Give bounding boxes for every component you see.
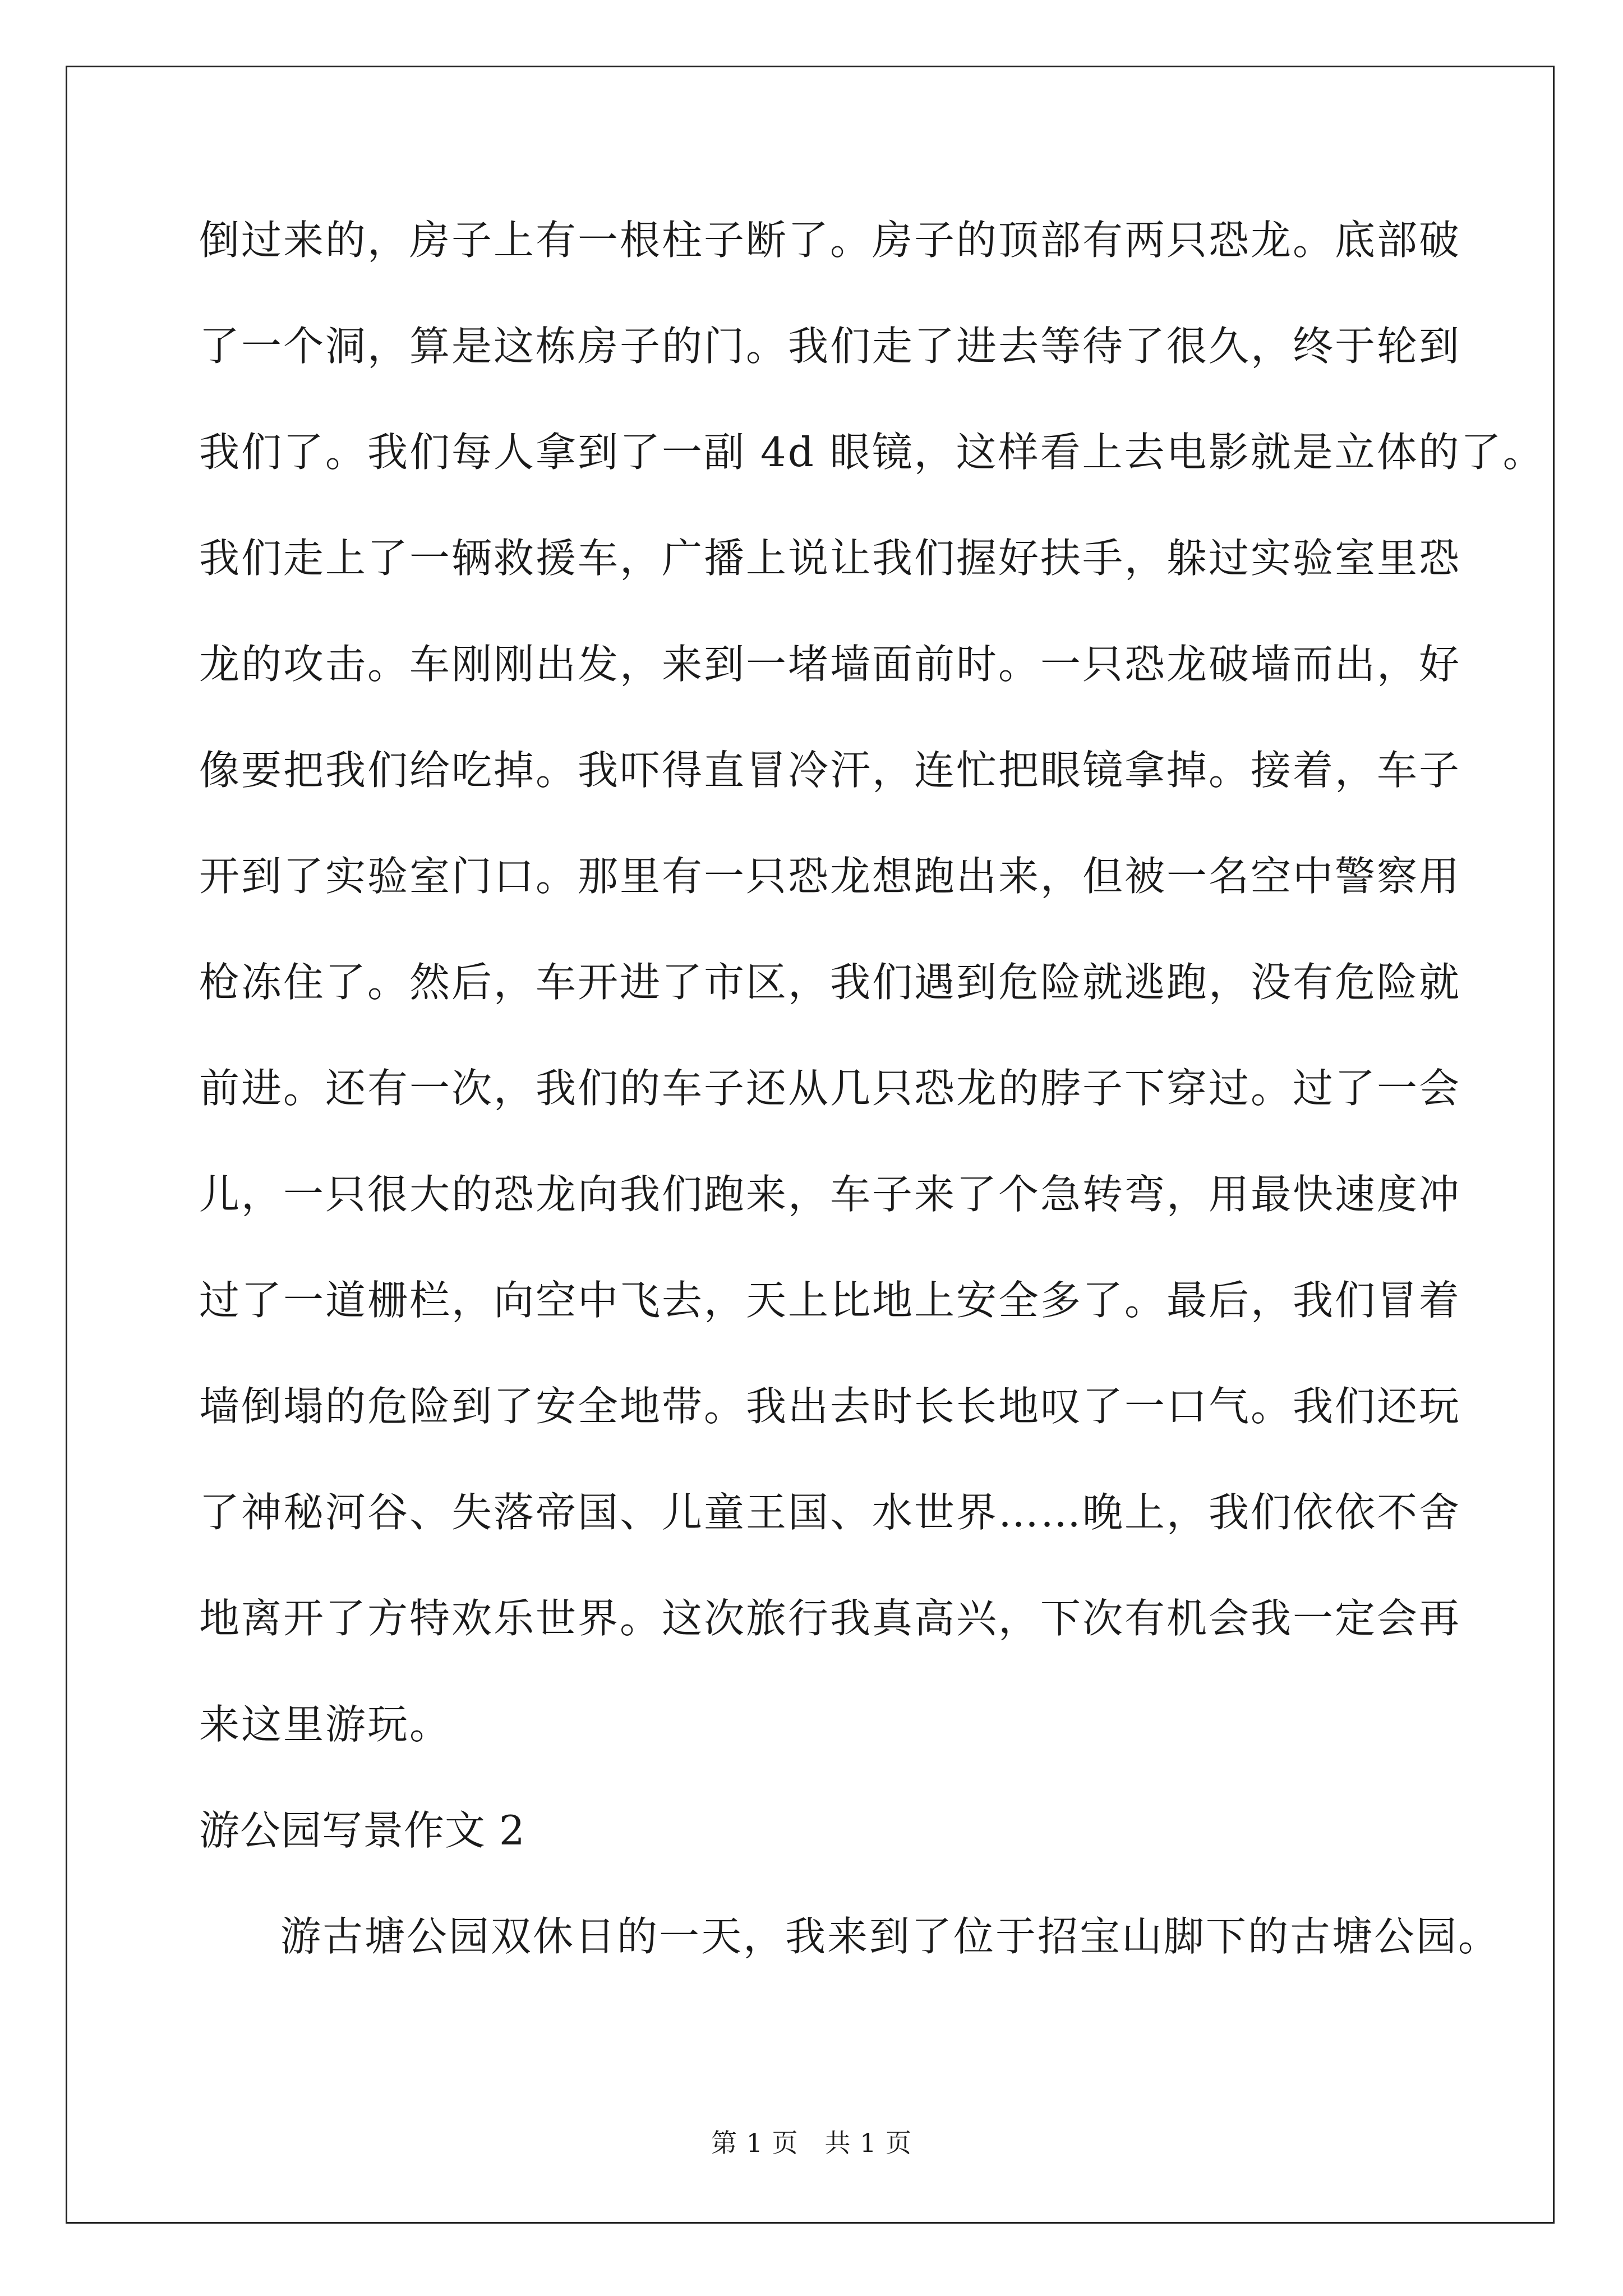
section-first-line: 游古塘公园双休日的一天，我来到了位于招宝山脚下的古塘公园。: [280, 1913, 1501, 1960]
paragraph-line-4: 我们走上了一辆救援车，广播上说让我们握好扶手，躲过实验室里恐: [199, 535, 1461, 582]
paragraph-line-2: 了一个洞，算是这栋房子的门。我们走了进去等待了很久，终于轮到: [199, 323, 1461, 370]
paragraph-line-10: 儿，一只很大的恐龙向我们跑来，车子来了个急转弯，用最快速度冲: [199, 1171, 1461, 1218]
paragraph-line-5: 龙的攻击。车刚刚出发，来到一堵墙面前时。一只恐龙破墙而出，好: [199, 641, 1461, 688]
section-title: 游公园写景作文 2: [199, 1807, 525, 1854]
page-border: [66, 66, 1555, 2224]
paragraph-line-14: 地离开了方特欢乐世界。这次旅行我真高兴，下次有机会我一定会再: [199, 1595, 1461, 1642]
paragraph-line-8: 枪冻住了。然后，车开进了市区，我们遇到危险就逃跑，没有危险就: [199, 959, 1461, 1006]
paragraph-line-1: 倒过来的，房子上有一根柱子断了。房子的顶部有两只恐龙。底部破: [199, 217, 1461, 264]
paragraph-line-11: 过了一道栅栏，向空中飞去，天上比地上安全多了。最后，我们冒着: [199, 1277, 1461, 1324]
paragraph-line-7: 开到了实验室门口。那里有一只恐龙想跑出来，但被一名空中警察用: [199, 853, 1461, 900]
paragraph-line-9: 前进。还有一次，我们的车子还从几只恐龙的脖子下穿过。过了一会: [199, 1065, 1461, 1112]
page-number-footer: 第 1 页 共 1 页: [711, 2128, 912, 2158]
paragraph-line-15: 来这里游玩。: [199, 1701, 452, 1748]
paragraph-line-13: 了神秘河谷、失落帝国、儿童王国、水世界……晚上，我们依依不舍: [199, 1489, 1461, 1536]
paragraph-line-3: 我们了。我们每人拿到了一副 4d 眼镜，这样看上去电影就是立体的了。: [199, 429, 1545, 476]
paragraph-line-12: 墙倒塌的危险到了安全地带。我出去时长长地叹了一口气。我们还玩: [199, 1383, 1461, 1430]
paragraph-line-6: 像要把我们给吃掉。我吓得直冒冷汗，连忙把眼镜拿掉。接着，车子: [199, 747, 1461, 794]
